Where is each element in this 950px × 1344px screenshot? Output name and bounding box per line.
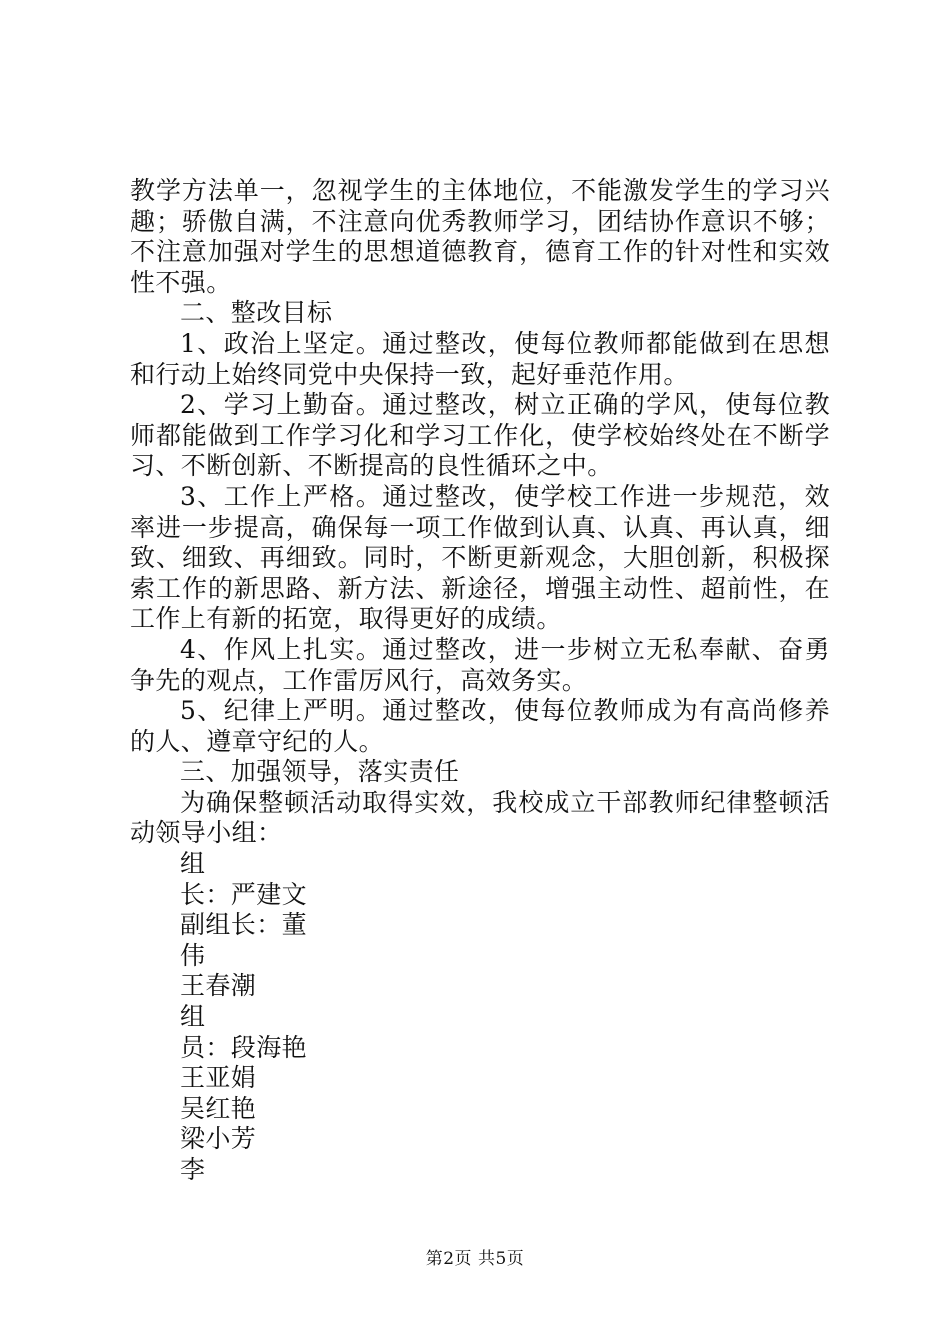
member-line: 员：段海艳 <box>180 1032 308 1062</box>
paragraph-leading-group: 为确保整顿活动取得实效，我校成立干部教师纪律整顿活动领导小组： <box>130 787 830 848</box>
heading-leadership: 三、加强领导，落实责任 <box>180 757 460 787</box>
paragraph-goal-discipline: 5、纪律上严明。通过整改，使每位教师成为有高尚修养的人、遵章守纪的人。 <box>130 696 830 756</box>
member-line: 梁小芳 <box>180 1124 257 1154</box>
document-body <box>130 176 830 1186</box>
member-line: 王亚娟 <box>180 1063 257 1093</box>
paragraph-goal-study: 2、学习上勤奋。通过整改，树立正确的学风，使每位教师都能做到工作学习化和学习工作化，使学校始终处在不断学习、不断创新、不断提高的良性循环之中。 <box>130 390 830 481</box>
member-line: 副组长：董 <box>180 910 308 940</box>
page-footer: 第2页 共5页 <box>425 1249 525 1269</box>
member-line: 组 <box>180 1002 206 1032</box>
paragraph-goal-work: 3、工作上严格。通过整改，使学校工作进一步规范，效率进一步提高，确保每一项工作做到认真、认真、再认真，细致、细致、再细致。同时，不断更新观念，大胆创新，积极探索工作的新思路、新方法、新途径，增强主动性、超前性，在工作上有新的拓宽，取得更好的成绩。 <box>130 481 830 634</box>
member-line: 吴红艳 <box>180 1093 257 1123</box>
member-line: 伟 <box>180 940 206 970</box>
member-line: 长：严建文 <box>180 879 308 909</box>
member-line: 王春潮 <box>180 971 257 1001</box>
member-line: 李 <box>180 1155 206 1184</box>
member-line: 组 <box>180 849 206 879</box>
heading-rectification-goals: 二、整改目标 <box>180 298 333 328</box>
paragraph-goal-style: 4、作风上扎实。通过整改，进一步树立无私奉献、奋勇争先的观点，工作雷厉风行，高效务实。 <box>130 634 830 695</box>
paragraph-problems: 教学方法单一，忽视学生的主体地位，不能激发学生的学习兴趣；骄傲自满，不注意向优秀教师学习，团结协作意识不够；不注意加强对学生的思想道德教育，德育工作的针对性和实效性不强。 <box>130 176 830 297</box>
paragraph-goal-political: 1、政治上坚定。通过整改，使每位教师都能做到在思想和行动上始终同党中央保持一致，起好垂范作用。 <box>130 328 830 389</box>
